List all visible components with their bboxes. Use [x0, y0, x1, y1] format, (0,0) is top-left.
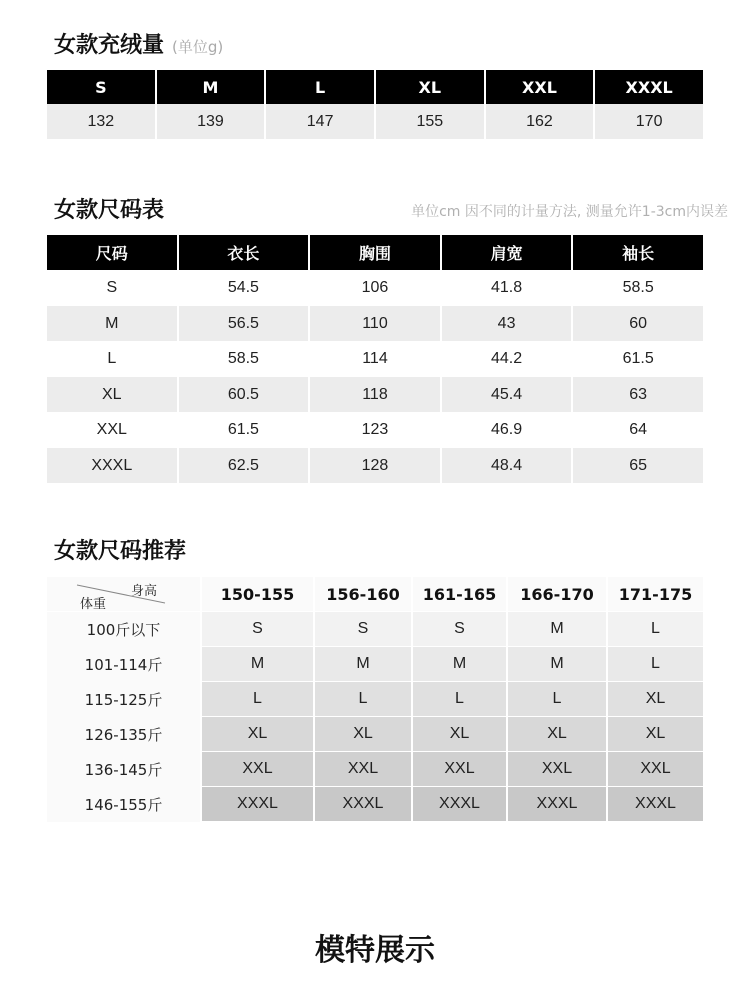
table-cell: 60 [573, 306, 703, 341]
size-cell: XL [608, 682, 703, 716]
table-cell: 114 [310, 341, 440, 377]
size-cell: S [315, 612, 411, 646]
weight-label-cell: 126-135斤 [47, 717, 200, 752]
recommend-title: 女款尺码推荐 [54, 539, 187, 564]
corner-weight-label: 体重 [80, 597, 107, 612]
table-cell: XXXL [47, 448, 177, 483]
size-cell: XXXL [608, 787, 703, 821]
table-cell: 44.2 [442, 341, 572, 377]
table-row [47, 448, 703, 483]
model-display-title: 模特展示 [315, 933, 435, 968]
height-header-cell: 156-160 [315, 577, 411, 611]
down-fill-header-row [47, 70, 703, 104]
size-chart-table [45, 235, 705, 483]
table-cell: 48.4 [442, 448, 572, 483]
size-cell: L [508, 682, 606, 716]
size-cell: M [413, 647, 506, 681]
table-cell: 128 [310, 448, 440, 483]
table-cell: 65 [573, 448, 703, 483]
diagonal-line [47, 577, 200, 611]
down-fill-header-cell: M [157, 70, 265, 104]
down-fill-header-cell: XXL [486, 70, 594, 104]
down-fill-header-cell: L [266, 70, 374, 104]
table-cell: 56.5 [179, 306, 309, 341]
height-header-cell: 161-165 [413, 577, 506, 611]
weight-label-cell: 136-145斤 [47, 752, 200, 787]
size-chart-header-cell: 胸围 [310, 235, 440, 270]
size-cell: XXXL [202, 787, 313, 821]
size-cell: XXL [315, 752, 411, 786]
size-cell: XXXL [413, 787, 506, 821]
down-fill-value-row [47, 104, 703, 139]
table-cell: 123 [310, 412, 440, 448]
table-cell: 54.5 [179, 270, 309, 306]
table-cell: 61.5 [179, 412, 309, 448]
size-cell: XL [608, 717, 703, 751]
size-cell: XXXL [315, 787, 411, 821]
size-cell: M [508, 647, 606, 681]
height-header-cell: 166-170 [508, 577, 606, 611]
table-row [47, 306, 703, 341]
down-fill-table [45, 70, 705, 139]
table-cell: 43 [442, 306, 572, 341]
size-cell: M [202, 647, 313, 681]
down-fill-unit: (单位g) [172, 38, 224, 56]
table-cell: XL [47, 377, 177, 412]
size-chart-header-cell: 肩宽 [442, 235, 572, 270]
recommend-table [47, 577, 703, 823]
table-cell: 58.5 [179, 341, 309, 377]
size-cell: L [413, 682, 506, 716]
size-cell: M [508, 612, 606, 646]
table-cell: 58.5 [573, 270, 703, 306]
table-cell: 118 [310, 377, 440, 412]
down-fill-header-cell: XL [376, 70, 484, 104]
table-cell: 106 [310, 270, 440, 306]
table-cell: L [47, 341, 177, 377]
size-cell: L [202, 682, 313, 716]
recommend-corner [47, 577, 200, 611]
table-row [47, 341, 703, 377]
size-chart-header-row [47, 235, 703, 270]
table-cell: 61.5 [573, 341, 703, 377]
table-cell: XXL [47, 412, 177, 448]
size-cell: M [315, 647, 411, 681]
table-cell: 62.5 [179, 448, 309, 483]
table-cell: M [47, 306, 177, 341]
size-cell: L [608, 647, 703, 681]
table-row [47, 270, 703, 306]
weight-label-cell: 101-114斤 [47, 647, 200, 682]
down-fill-title [54, 28, 223, 59]
size-cell: XL [202, 717, 313, 751]
size-cell: XL [413, 717, 506, 751]
size-cell: XXL [608, 752, 703, 786]
size-cell: XXL [413, 752, 506, 786]
size-chart-header-cell: 袖长 [573, 235, 703, 270]
down-fill-value-cell: 147 [266, 104, 374, 139]
table-cell: 63 [573, 377, 703, 412]
table-cell: 64 [573, 412, 703, 448]
table-cell: 110 [310, 306, 440, 341]
size-chart-note: 单位cm 因不同的计量方法, 测量允许1-3cm内误差 [411, 204, 728, 220]
size-cell: XL [508, 717, 606, 751]
height-header-cell: 171-175 [608, 577, 703, 611]
height-header-cell: 150-155 [202, 577, 313, 611]
size-chart-title: 女款尺码表 [54, 198, 165, 223]
weight-label-cell: 115-125斤 [47, 682, 200, 717]
table-cell: 41.8 [442, 270, 572, 306]
size-cell: XL [315, 717, 411, 751]
size-chart-header-cell: 尺码 [47, 235, 177, 270]
down-fill-title-text: 女款充绒量 [54, 33, 165, 58]
table-row [47, 412, 703, 448]
down-fill-header-cell: XXXL [595, 70, 703, 104]
down-fill-value-cell: 155 [376, 104, 484, 139]
table-cell: 45.4 [442, 377, 572, 412]
down-fill-value-cell: 139 [157, 104, 265, 139]
table-cell: S [47, 270, 177, 306]
size-chart-header-cell: 衣长 [179, 235, 309, 270]
size-cell: L [608, 612, 703, 646]
size-cell: L [315, 682, 411, 716]
table-cell: 46.9 [442, 412, 572, 448]
size-cell: XXL [202, 752, 313, 786]
size-cell: S [413, 612, 506, 646]
size-cell: XXXL [508, 787, 606, 821]
size-cell: S [202, 612, 313, 646]
size-cell: XXL [508, 752, 606, 786]
table-cell: 60.5 [179, 377, 309, 412]
down-fill-value-cell: 132 [47, 104, 155, 139]
down-fill-header-cell: S [47, 70, 155, 104]
down-fill-value-cell: 162 [486, 104, 594, 139]
weight-label-cell: 146-155斤 [47, 787, 200, 822]
weight-label-cell: 100斤以下 [47, 612, 200, 647]
down-fill-value-cell: 170 [595, 104, 703, 139]
table-row [47, 377, 703, 412]
corner-height-label: 身高 [131, 584, 158, 599]
